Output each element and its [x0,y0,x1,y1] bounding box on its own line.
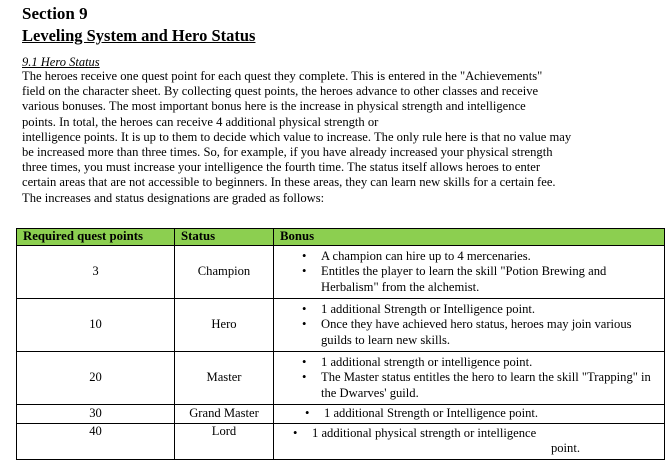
bonus-cell [274,299,665,352]
paragraph-line: intelligence points. It is up to them to decide which value to increase. The only rule here is that no value may [22,129,572,144]
paragraph-line: field on the character sheet. By collecting quest points, the heroes advance to other classes and receive [22,84,539,99]
bonus-cell [274,423,665,459]
paragraph-line: The increases and status designations are graded as follows: [22,190,325,205]
bonus-item: • The Master status entitles the hero to learn the skill "Trapping" in the Dwarves' guild. [274,370,664,401]
quest-points-cell: 10 [17,299,175,352]
status-cell: Master [175,352,274,405]
quest-points-cell: 40 [17,423,175,459]
bonus-item: • A champion can hire up to 4 mercenaries. [274,249,664,265]
bonus-item [274,426,664,457]
table-row [17,405,665,424]
paragraph-line: three times, you must increase your intelligence the fourth time. The status itself allows heroes to enter [22,160,541,175]
table-header-row [17,229,665,246]
bonus-item-line-end: point. [550,441,580,456]
paragraph-line: certain areas that are not accessible to beginners. In these areas, they can learn new skills for a certain fee. [22,175,556,190]
status-cell: Hero [175,299,274,352]
paragraph-line: The heroes receive one quest point for each quest they complete. This is entered in the "Achievements" [22,69,543,83]
status-cell: Grand Master [175,405,274,424]
header-bonus: Bonus [274,229,665,246]
quest-points-cell: 30 [17,405,175,424]
bonus-item: • Once they have achieved hero status, heroes may join various guilds to learn new skills. [274,317,664,348]
section-title: Section 9 [22,4,88,23]
bonus-item: • 1 additional Strength or Intelligence point. [274,406,664,422]
body-paragraph [22,69,666,206]
table-row [17,352,665,405]
section-subtitle: Leveling System and Hero Status [22,26,256,45]
bonus-item-line: 1 additional physical strength or intelligence [312,425,537,440]
bonus-cell [274,246,665,299]
bonus-cell [274,352,665,405]
paragraph-line: points. In total, the heroes can receive 4 additional physical strength or [22,114,379,129]
quest-points-cell: 20 [17,352,175,405]
status-table [16,228,665,460]
bonus-item: • 1 additional strength or intelligence point. [274,355,664,371]
paragraph-line: be increased more than three times. So, for example, if you have already increased your physical strength [22,145,553,160]
paragraph-line: various bonuses. The most important bonus here is the increase in physical strength and intelligence [22,99,526,114]
quest-points-cell: 3 [17,246,175,299]
bonus-item: • 1 additional Strength or Intelligence point. [274,302,664,318]
status-cell: Champion [175,246,274,299]
header-required-quest-points: Required quest points [17,229,175,246]
subsection-heading: 9.1 Hero Status [22,55,100,69]
header-status: Status [175,229,274,246]
bonus-item: • Entitles the player to learn the skill "Potion Brewing and Herbalism" from the alchemist. [274,264,664,295]
bonus-cell [274,405,665,424]
table-row [17,246,665,299]
status-cell: Lord [175,423,274,459]
table-row [17,299,665,352]
table-row [17,423,665,459]
